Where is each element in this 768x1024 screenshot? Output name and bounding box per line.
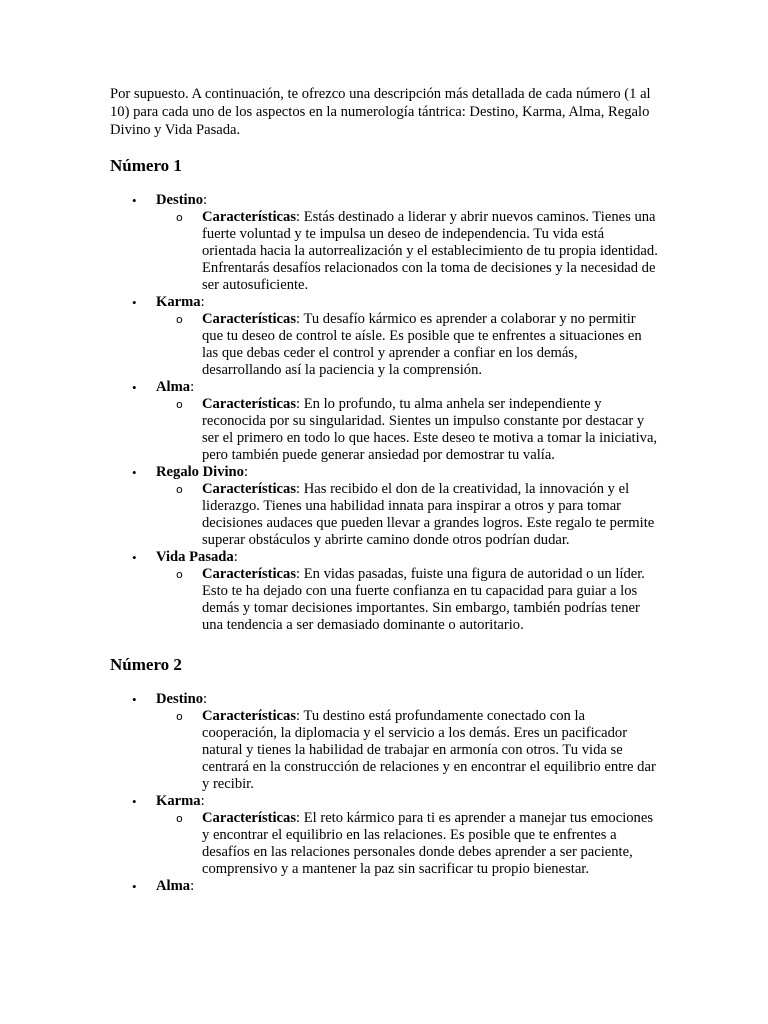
aspect-detail-text	[202, 396, 657, 463]
aspect-detail-text	[202, 481, 654, 548]
aspect-item	[110, 294, 658, 379]
detail-body: : En lo profundo, tu alma anhela ser independiente y reconocida por su singularidad. Sientes un impulso constante por destacar y ser el primero en todo lo que haces. Este deseo te motiva a tomar la iniciativa, pero también puede generar ansiedad por demostrar tu valía.	[202, 396, 658, 463]
bullet-icon: •	[132, 692, 137, 707]
aspect-heading	[156, 691, 207, 707]
detail-label: Características	[202, 708, 297, 724]
aspect-item	[110, 192, 658, 294]
aspect-detail-text	[202, 566, 645, 633]
bullet-icon: •	[132, 380, 137, 395]
aspect-detail-text	[202, 708, 656, 792]
section-title: Número 1	[110, 156, 182, 175]
aspect-detail	[156, 481, 658, 549]
bullet-icon: •	[132, 794, 137, 809]
bullet-icon: •	[132, 879, 137, 894]
aspect-colon: :	[203, 192, 208, 208]
circle-bullet-icon: o	[176, 812, 183, 825]
aspect-label: Regalo Divino	[156, 464, 244, 480]
aspect-label: Vida Pasada	[156, 549, 234, 565]
circle-bullet-icon: o	[176, 313, 183, 326]
aspect-detail	[156, 209, 658, 294]
aspect-item	[110, 793, 658, 878]
aspect-colon: :	[190, 878, 195, 894]
detail-body: : Tu destino está profundamente conectado con la cooperación, la diplomacia y el servicio a los demás. Eres un pacificador natural y tienes la habilidad de trabajar en armonía con otros. Tu vida se centrará en la construcción de relaciones y en encontrar el equilibrio entre dar y recibir.	[202, 708, 656, 792]
aspect-label: Alma	[156, 878, 191, 894]
aspect-detail-list	[156, 209, 658, 294]
aspect-list	[110, 691, 658, 895]
aspect-detail-text	[202, 209, 658, 293]
detail-body: : Estás destinado a liderar y abrir nuevos caminos. Tienes una fuerte voluntad y te impulsa un deseo de independencia. Tu vida está orientada hacia la autorrealización y el establecimiento de tu propia identidad. Enfrentarás desafíos relacionados con la toma de decisiones y la necesidad de ser autosuficiente.	[202, 209, 658, 293]
aspect-heading	[156, 379, 194, 395]
detail-label: Características	[202, 311, 297, 327]
aspect-detail-list	[156, 708, 658, 793]
aspect-detail-text	[202, 311, 642, 378]
aspect-detail-list	[156, 396, 658, 464]
aspect-heading	[156, 294, 205, 310]
circle-bullet-icon: o	[176, 398, 183, 411]
aspect-detail-list	[156, 481, 658, 549]
circle-bullet-icon: o	[176, 483, 183, 496]
aspect-detail	[156, 708, 658, 793]
aspect-detail	[156, 311, 658, 379]
aspect-colon: :	[190, 379, 195, 395]
aspect-heading	[156, 464, 248, 480]
aspect-label: Karma	[156, 793, 201, 809]
bullet-icon: •	[132, 193, 137, 208]
bullet-icon: •	[132, 465, 137, 480]
detail-label: Características	[202, 481, 297, 497]
aspect-colon: :	[233, 549, 238, 565]
detail-label: Características	[202, 209, 297, 225]
bullet-icon: •	[132, 550, 137, 565]
detail-label: Características	[202, 396, 297, 412]
detail-label: Características	[202, 566, 297, 582]
aspect-label: Alma	[156, 379, 191, 395]
aspect-detail-list	[156, 810, 658, 878]
bullet-icon: •	[132, 295, 137, 310]
aspect-list	[110, 192, 658, 634]
aspect-detail	[156, 396, 658, 464]
aspect-heading	[156, 878, 194, 894]
aspect-item	[110, 549, 658, 634]
aspect-item	[110, 878, 658, 895]
aspect-colon: :	[200, 793, 205, 809]
aspect-heading	[156, 793, 205, 809]
aspect-label: Destino	[156, 192, 204, 208]
aspect-label: Destino	[156, 691, 204, 707]
detail-body: : Has recibido el don de la creatividad, la innovación y el liderazgo. Tienes una habilidad innata para inspirar a otros y para tomar decisiones audaces que pueden llevar a grandes logros. Este regalo te permite superar obstáculos y abrirte camino donde otros podrían dudar.	[202, 481, 655, 548]
aspect-colon: :	[243, 464, 249, 480]
detail-body: : El reto kármico para ti es aprender a manejar tus emociones y encontrar el equilibrio en las relaciones. Es posible que te enfrentes a desafíos en las relaciones personales donde debes aprender a ser paciente, comprensivo y a mantener la paz sin sacrificar tu propio bienestar.	[202, 810, 654, 877]
aspect-detail-list	[156, 311, 658, 379]
aspect-item	[110, 691, 658, 793]
aspect-label: Karma	[156, 294, 201, 310]
section-title: Número 2	[110, 655, 182, 674]
detail-body: : Tu desafío kármico es aprender a colaborar y no permitir que tu deseo de control te aísle. Es posible que te enfrentes a situaciones en las que debas ceder el control y aprender a confiar en los demás, desarrollando así la paciencia y la comprensión.	[202, 311, 642, 378]
aspect-heading	[156, 549, 238, 565]
aspect-colon: :	[203, 691, 208, 707]
circle-bullet-icon: o	[176, 211, 183, 224]
aspect-detail	[156, 566, 658, 634]
aspect-item	[110, 379, 658, 464]
aspect-detail-list	[156, 566, 658, 634]
detail-body: : En vidas pasadas, fuiste una figura de autoridad o un líder. Esto te ha dejado con una fuerte confianza en tu capacidad para guiar a los demás y tomar decisiones importantes. Sin embargo, también podrías tener una tendencia a ser demasiado dominante o autoritario.	[202, 566, 645, 633]
detail-label: Características	[202, 810, 297, 826]
circle-bullet-icon: o	[176, 710, 183, 723]
aspect-detail	[156, 810, 658, 878]
aspect-detail-text	[202, 810, 653, 877]
circle-bullet-icon: o	[176, 568, 183, 581]
aspect-colon: :	[200, 294, 205, 310]
aspect-item	[110, 464, 658, 549]
intro-paragraph: Por supuesto. A continuación, te ofrezco una descripción más detallada de cada número (1 al 10) para cada uno de los aspectos en la numerología tántrica: Destino, Karma, Alma, Regalo Divino y Vida Pasada.	[110, 86, 651, 138]
aspect-heading	[156, 192, 207, 208]
document-content	[110, 85, 658, 915]
